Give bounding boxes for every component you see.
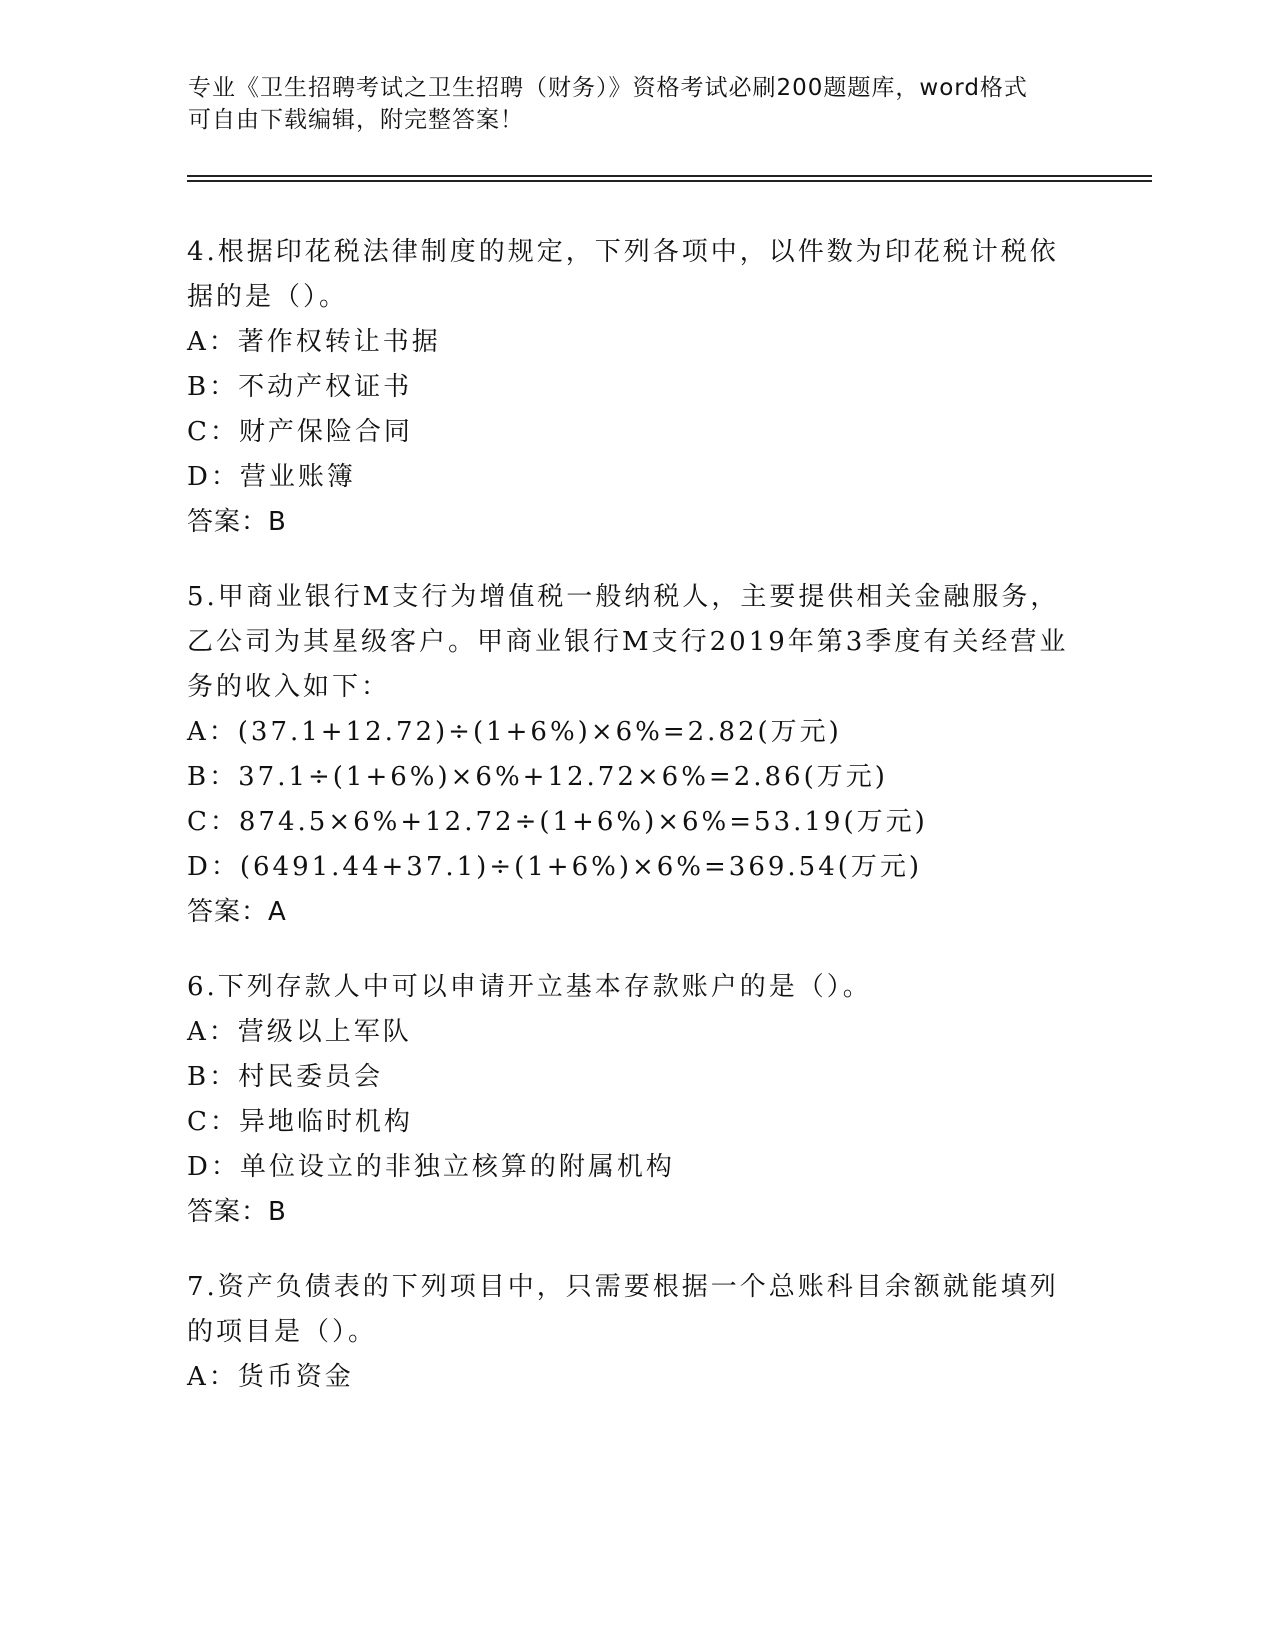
header-line-2: 可自由下载编辑，附完整答案！ — [188, 107, 524, 133]
question-block — [187, 965, 1087, 1235]
answer-option: C：874.5×6%+12.72÷(1+6%)×6%=53.19(万元) — [187, 807, 928, 837]
answer-option: C：异地临时机构 — [187, 1107, 413, 1137]
header-line-1: 专业《卫生招聘考试之卫生招聘（财务）》资格考试必刷200题题库，word格式 — [188, 75, 1028, 101]
answer-option: C：财产保险合同 — [187, 417, 413, 447]
question-stem-line: 务的收入如下： — [187, 672, 391, 702]
answer-option: D：营业账簿 — [187, 462, 356, 492]
answer-option: B：村民委员会 — [187, 1062, 384, 1092]
question-stem-line: 5.甲商业银行M支行为增值税一般纳税人，主要提供相关金融服务， — [187, 582, 1060, 612]
question-block — [187, 1265, 1087, 1400]
header-divider-top — [187, 175, 1152, 177]
answer-key: 答案：A — [187, 897, 287, 927]
question-stem-line: 的项目是（）。 — [187, 1317, 378, 1347]
document-header — [188, 72, 1088, 136]
answer-key: 答案：B — [187, 507, 287, 537]
question-stem-line: 乙公司为其星级客户。甲商业银行M支行2019年第3季度有关经营业 — [187, 627, 1069, 657]
question-stem-line: 7.资产负债表的下列项目中，只需要根据一个总账科目余额就能填列 — [187, 1272, 1059, 1302]
answer-key: 答案：B — [187, 1197, 287, 1227]
question-block — [187, 230, 1087, 545]
answer-option: A：货币资金 — [187, 1362, 354, 1392]
question-stem-line: 6.下列存款人中可以申请开立基本存款账户的是（）。 — [187, 972, 872, 1002]
answer-option: A：著作权转让书据 — [187, 327, 441, 357]
answer-option: B：不动产权证书 — [187, 372, 413, 402]
header-divider-bottom — [187, 180, 1152, 182]
question-stem-line: 4.根据印花税法律制度的规定，下列各项中，以件数为印花税计税依 — [187, 237, 1059, 267]
question-block — [187, 575, 1087, 935]
question-list — [187, 230, 1087, 1430]
question-stem-line: 据的是（）。 — [187, 282, 349, 312]
answer-option: D：(6491.44+37.1)÷(1+6%)×6%=369.54(万元) — [187, 852, 923, 882]
answer-option: D：单位设立的非独立核算的附属机构 — [187, 1152, 675, 1182]
answer-option: A：(37.1+12.72)÷(1+6%)×6%=2.82(万元) — [187, 717, 842, 747]
answer-option: B：37.1÷(1+6%)×6%+12.72×6%=2.86(万元) — [187, 762, 888, 792]
answer-option: A：营级以上军队 — [187, 1017, 412, 1047]
